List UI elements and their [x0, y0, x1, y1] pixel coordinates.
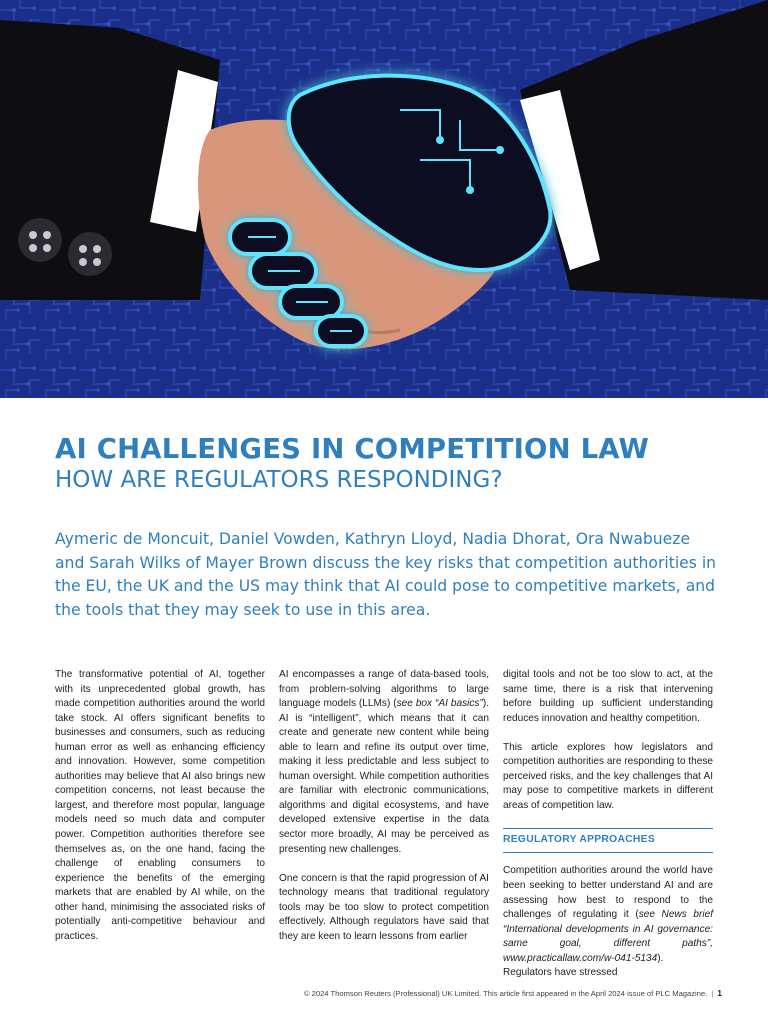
page-subtitle: HOW ARE REGULATORS RESPONDING? [55, 467, 503, 493]
column-1 [55, 668, 265, 959]
text-run: AI encompasses a range of data-based tools, from problem-solving algorithms to large language models (LLMs) ( [279, 669, 489, 710]
body-paragraph [503, 864, 713, 980]
page-number: 1 [717, 988, 722, 998]
footer-separator: | [711, 989, 714, 998]
cross-reference: see box “AI basics” [396, 698, 483, 710]
standfirst: Aymeric de Moncuit, Daniel Vowden, Kathryn Lloyd, Nadia Dhorat, Ora Nwabueze and Sarah Wilks of Mayer Brown discuss the key risks that competition authorities in the EU, the UK and the US may think that AI could pose to competitive markets, and the tools that they may seek to use in this area. [55, 530, 717, 619]
page-title: AI CHALLENGES IN COMPETITION LAW [55, 433, 650, 465]
page-footer [304, 988, 722, 998]
column-2 [279, 668, 489, 959]
column-3 [503, 668, 713, 995]
text-run: ). AI is “intelligent”, which means that it can create and generate new content while being able to learn and refine its output over time, making it less predictable and less subject to human oversight. While competition authorities are familiar with electronic communications, algorithms and digital ecosystems, and have developed extensive expertise in the data sector more broadly, AI may be perceived as presenting new challenges. [279, 698, 489, 855]
body-paragraph: digital tools and not be too slow to act, at the same time, there is a risk that intervening before building up sufficient understanding reduces innovation and healthy competition. [503, 669, 713, 724]
section-heading: REGULATORY APPROACHES [503, 828, 713, 854]
body-paragraph: One concern is that the rapid progression of AI technology means that traditional regulatory tools may be too slow to protect competition effectively. Although regulators have said that they are keen to learn lessons from earlier [279, 872, 489, 942]
body-paragraph: This article explores how legislators and competition authorities are responding to these perceived risks, and the key challenges that AI may pose to competitive markets in different areas of competition law. [503, 741, 713, 811]
text-run: ). Regulators have stressed [503, 952, 664, 979]
hero-illustration [0, 0, 768, 398]
cross-reference: see News brief “International developments in AI governance: same goal, different paths”, www.practicallaw.com/w-041-5134 [503, 909, 713, 964]
text-run: Competition authorities around the world have been seeking to better understand AI and are assessing how best to respond to the challenges of regulating it ( [503, 865, 713, 921]
handshake-icon [0, 0, 768, 398]
article-headline [55, 432, 735, 494]
body-paragraph: The transformative potential of AI, together with its unprecedented global growth, has made competition authorities around the world take stock. AI offers significant benefits to businesses and consumers, such as reducing human error as well as enhancing efficiency and innovation. However, some competition authorities may believe that AI also brings new competition concerns, not least because the largest, and therefore most popular, language models need so much data and computer power. Competition authorities therefore see themselves as, on the one hand, facing the challenge of enabling consumers to experience the benefits of the emerging markets that are enabled by AI while, on the other hand, minimising the associated risks of potentially anti-competitive behaviour and practices. [55, 669, 265, 942]
body-paragraph [279, 668, 489, 857]
copyright-notice: © 2024 Thomson Reuters (Professional) UK Limited. This article first appeared in the April 2024 issue of PLC Magazine. [303, 989, 708, 998]
